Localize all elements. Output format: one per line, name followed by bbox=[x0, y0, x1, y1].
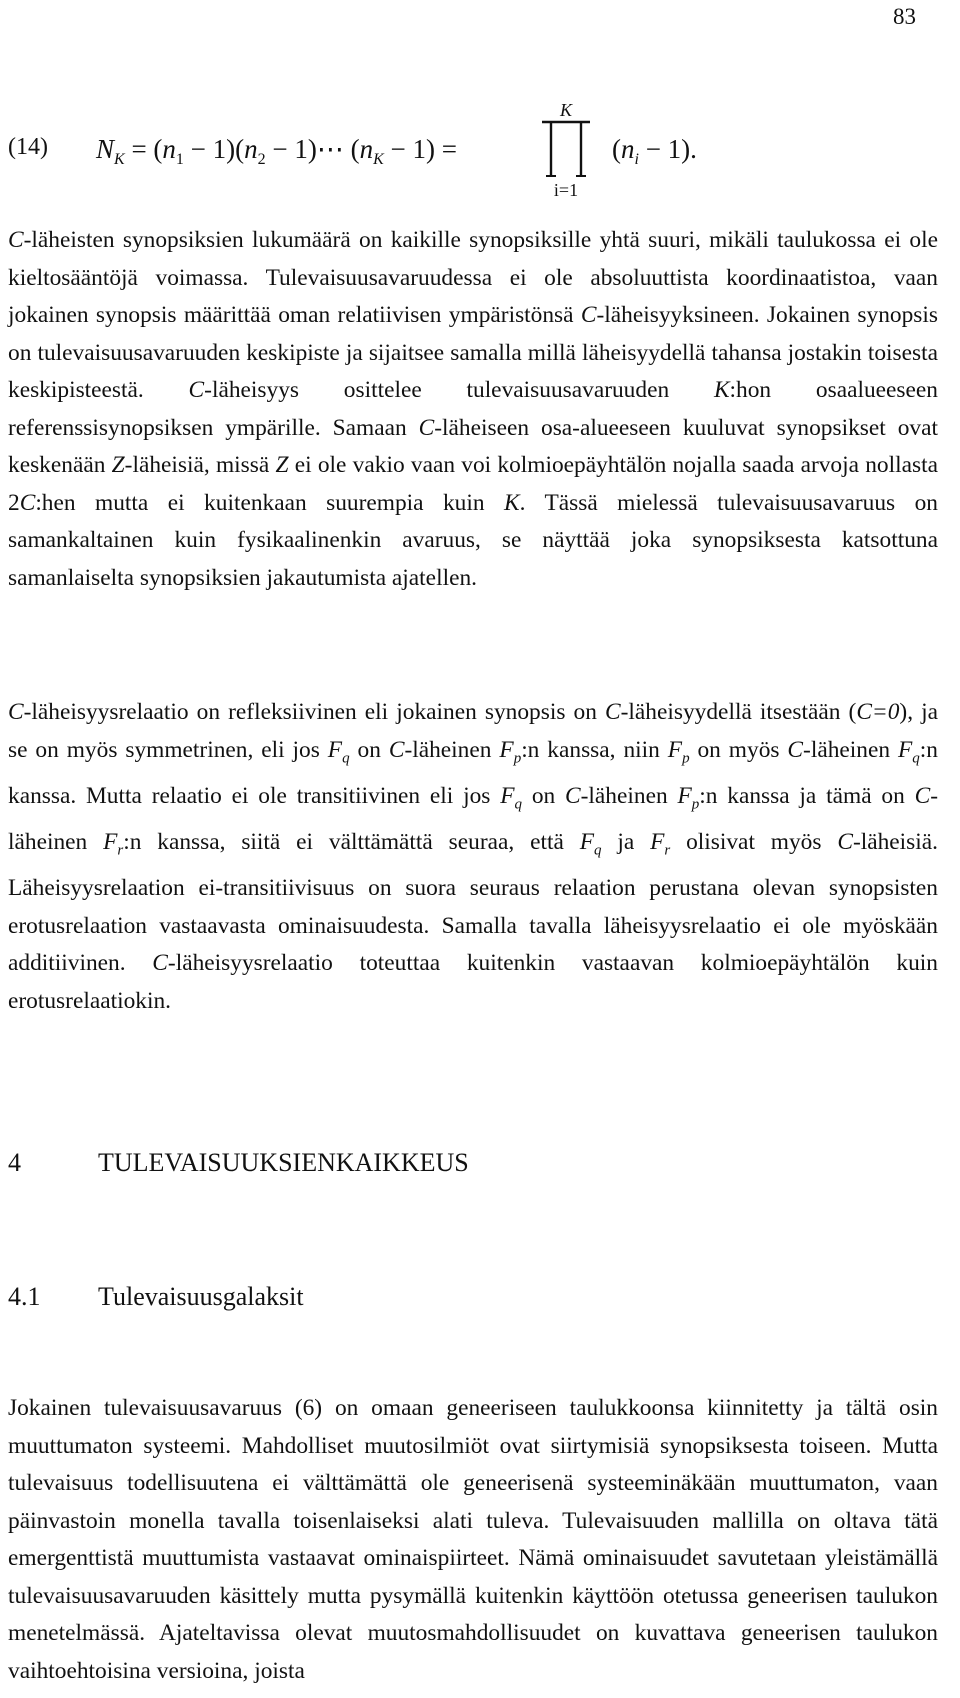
equation-rhs: $(n_i - 1)$. bbox=[612, 134, 697, 168]
product-upper-limit: K bbox=[559, 100, 572, 120]
product-lower-limit: i=1 bbox=[553, 180, 579, 200]
equation-lhs: $N_K = (n_1 - 1)(n_2$ − 1)⋯ $(n_K - 1)$ = bbox=[96, 134, 457, 168]
product-sign-icon bbox=[538, 120, 594, 178]
paragraph-proximity-relation: C-läheisyysrelaatio on refleksiivinen eli jokainen synopsis on C-läheisyydellä itsestään (C=0), ja se on myös symmetrinen, eli jos $F_q$ on C-läheinen $F_p:n$ kanssa, niin $F_p$ on myös C-läheinen $F_q:n$ kanssa. Mutta relaatio ei ole transitiivinen eli jos $F_q$ on C-läheinen $F_p:n$ kanssa ja tämä on C-läheinen $F_r:n$ kanssa, siitä ei välttämättä seuraa, että $F_q$ ja $F_r$ olisivat myös C-läheisiä. Läheisyysrelaation ei-transitiivisuus on suora seuraus relaation perustana olevan synopsisten erotusrelaation vastaavasta ominaisuudesta. Samalla tavalla läheisyysrelaatio ei ole myöskään additiivinen. C-läheisyysrelaatio toteuttaa kuitenkin vastaavan kolmioepäyhtälön kuin erotusrelaatiokin. bbox=[8, 699, 939, 1014]
section-heading-4: 4 TULEVAISUUKSIENKAIKKEUS bbox=[8, 1148, 469, 1177]
equation-label: (14) bbox=[8, 134, 48, 160]
page-number: 83 bbox=[893, 4, 916, 29]
paragraph-future-galaxies: Jokainen tulevaisuusavaruus (6) on omaan geneeriseen taulukkoonsa kiinnitetty ja tältä osin muuttumaton systeemi. Mahdolliset muutosilmiöt ovat siirtymisiä synopsiksesta toiseen. Mutta tulevaisuus todellisuutena ei välttämättä ole geneerisenä systeeminäkään muuttumaton, vaan päinvastoin monella tavalla toisenlaiseksi alati tuleva. Tulevaisuuden mallilla on oltava tätä emergenttistä muuttumista vastaavat ominaispiirteet. Nämä ominaisuudet savutetaan yleistämällä tulevaisuusavaruuden käsittely mutta pysymällä kuitenkin käyttöön otetussa geneerisen taulukon menetelmässä. Ajateltavissa olevat muutosmahdollisuudet on kuvattava geneerisen taulukon vaihtoehtoisina versioina, joista bbox=[8, 1395, 938, 1684]
product-symbol bbox=[538, 100, 594, 210]
subsection-heading-4-1: 4.1 Tulevaisuusgalaksit bbox=[8, 1282, 304, 1311]
equation-14 bbox=[8, 100, 908, 210]
paragraph-c-proximity: C-läheisten synopsiksien lukumäärä on kaikille synopsiksille yhtä suuri, mikäli taulukossa ei ole kieltosääntöjä voimassa. Tulevaisuusavaruudessa ei ole absoluuttista koordinaatistoa, vaan jokainen synopsis määrittää oman relatiivisen ympäristönsä C-läheisyyksineen. Jokainen synopsis on tulevaisuusavaruuden keskipiste ja sijaitsee samalla millä läheisyydellä tahansa jostakin toisesta keskipisteestä. C-läheisyys osittelee tulevaisuusavaruuden K:hon osaalueeseen referenssisynopsiksen ympärille. Samaan C-läheiseen osa-alueeseen kuuluvat synopsikset ovat keskenään Z-läheisiä, missä Z ei ole vakio vaan voi kolmioepäyhtälön nojalla saada arvoja nollasta 2C:hen mutta ei kuitenkaan suurempia kuin K. Tässä mielessä tulevaisuusavaruus on samankaltainen kuin fysikaalinenkin avaruus, se näyttää joka synopsiksesta katsottuna samanlaiselta synopsiksien jakautumista ajatellen. bbox=[8, 227, 939, 591]
